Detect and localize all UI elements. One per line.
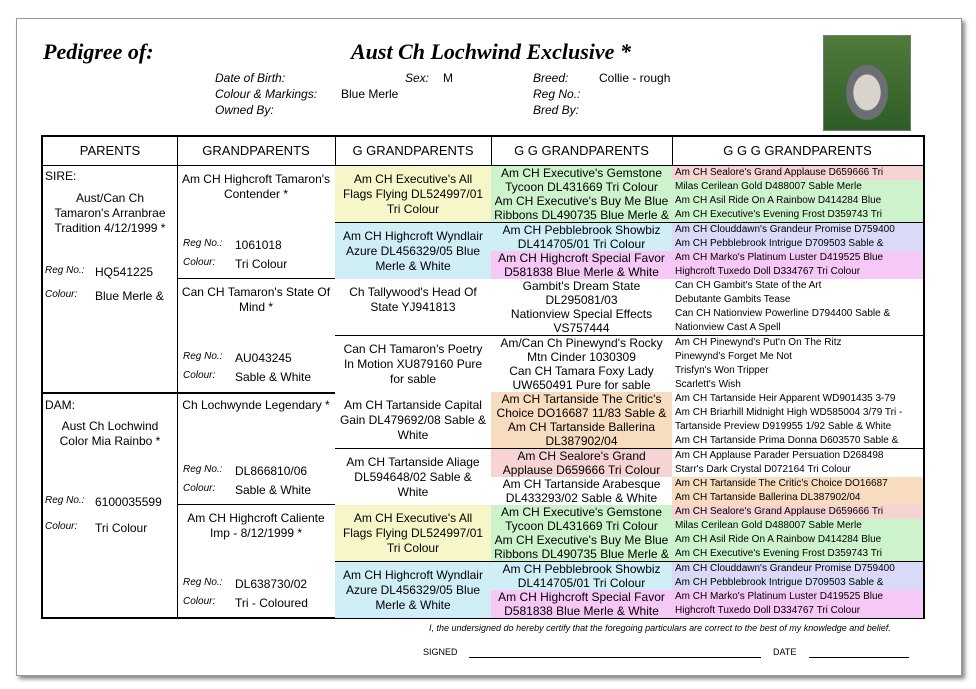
- gg-grandparent-cell: Am CH Highcroft Special Favor D581838 Blue Merle & White: [491, 251, 672, 280]
- ggg-grandparent-cell: Pinewynd's Forget Me Not: [672, 350, 923, 365]
- grandparent-reg: AU043245: [235, 351, 292, 365]
- grandparent-reg-label: Reg No.:: [183, 351, 223, 362]
- grandparent-colour: Tri - Coloured: [235, 596, 308, 610]
- g-grandparent-cell: Am CH Executive's All Flags Flying DL524997/01 Tri Colour: [335, 166, 491, 223]
- grandparent-colour: Sable & White: [235, 483, 312, 497]
- ggg-grandparent-cell: Am CH Marko's Platinum Luster D419525 Blue: [672, 251, 923, 266]
- dam-reg: 6100035599: [95, 495, 162, 509]
- ggg-grandparent-cell: Highcroft Tuxedo Doll D334767 Tri Colour: [672, 265, 923, 280]
- gg-grandparent-cell: Am CH Executive's Buy Me Blue Ribbons DL490735 Blue Merle &: [491, 533, 672, 562]
- sire-label: SIRE:: [45, 169, 77, 183]
- grandparent-colour-label: Colour:: [183, 370, 216, 381]
- gg-grandparent-cell: Am/Can Ch Pinewynd's Rocky Mtn Cinder 1030309: [491, 336, 672, 365]
- ggg-grandparent-cell: Highcroft Tuxedo Doll D334767 Tri Colour: [672, 604, 923, 619]
- gg-grandparent-cell: Am CH Executive's Gemstone Tycoon DL431669 Tri Colour: [491, 166, 672, 195]
- gg-grandparent-cell: Am CH Pebblebrook Showbiz DL414705/01 Tri Colour: [491, 562, 672, 591]
- grandparent-reg: 1061018: [235, 238, 282, 252]
- grandparent-name: Ch Lochwynde Legendary *: [182, 398, 330, 412]
- dam-colour-label: Colour:: [45, 521, 78, 532]
- gg-grandparent-cell: Am CH Tartanside The Critic's Choice DO16687 11/83 Sable &: [491, 392, 672, 421]
- ggg-grandparent-cell: Am CH Clouddawn's Grandeur Promise D759400: [672, 562, 923, 577]
- grandparent-name: Am CH Highcroft Caliente Imp - 8/12/1999 *: [187, 511, 325, 540]
- gg-grandparent-cell: Am CH Pebblebrook Showbiz DL414705/01 Tri Colour: [491, 223, 672, 252]
- grandparent-reg-label: Reg No.:: [183, 238, 223, 249]
- g-grandparent-cell: Am CH Tartanside Aliage DL594648/02 Sable & White: [335, 449, 491, 506]
- grandparent-colour: Tri Colour: [235, 257, 288, 271]
- ggg-grandparent-cell: Am CH Pinewynd's Put'n On The Ritz: [672, 336, 923, 351]
- header-gg-grandparents: G G GRANDPARENTS: [491, 137, 672, 166]
- signed-label: SIGNED: [423, 647, 458, 657]
- dam-reg-label: Reg No.:: [45, 495, 85, 506]
- ggg-grandparent-cell: Tartanside Preview D919955 1/92 Sable & White: [672, 420, 923, 435]
- g-grandparent-cell: Am CH Executive's All Flags Flying DL524997/01 Tri Colour: [335, 505, 491, 562]
- g-grandparent-cell: Ch Tallywood's Head Of State YJ941813: [335, 279, 491, 336]
- signature-line[interactable]: [469, 657, 761, 658]
- ggg-grandparent-cell: Am CH Tartanside The Critic's Choice DO16687: [672, 477, 923, 492]
- ggg-grandparent-cell: Debutante Gambits Tease: [672, 293, 923, 308]
- ggg-grandparent-cell: Milas Cerilean Gold D488007 Sable Merle: [672, 519, 923, 534]
- ggg-grandparent-cell: Am CH Executive's Evening Frost D359743 Tri: [672, 208, 923, 223]
- ggg-grandparent-cell: Am CH Asil Ride On A Rainbow D414284 Blue: [672, 533, 923, 548]
- ggg-grandparent-cell: Am CH Sealore's Grand Applause D659666 Tri: [672, 505, 923, 520]
- gg-grandparent-cell: Am CH Highcroft Special Favor D581838 Blue Merle & White: [491, 590, 672, 619]
- sire-colour-label: Colour:: [45, 289, 78, 300]
- certify-text: I, the undersigned do hereby certify that the foregoing particulars are correct to the best of my knowledge and belief.: [429, 623, 891, 633]
- g-grandparent-cell: Am CH Tartanside Capital Gain DL479692/08 Sable & White: [335, 392, 491, 449]
- sex-value: M: [443, 71, 453, 85]
- pedigree-table: [41, 135, 925, 619]
- ggg-grandparent-cell: Starr's Dark Crystal D072164 Tri Colour: [672, 463, 923, 478]
- colour-label: Colour & Markings:: [215, 87, 318, 101]
- reg-label: Reg No.:: [533, 87, 581, 101]
- dam-name: Aust Ch Lochwind Color Mia Rainbo *: [59, 419, 161, 448]
- owned-label: Owned By:: [215, 103, 274, 117]
- pedigree-title: Pedigree of:: [43, 39, 154, 64]
- ggg-grandparent-cell: Am CH Sealore's Grand Applause D659666 Tri: [672, 166, 923, 181]
- grandparent-reg-label: Reg No.:: [183, 577, 223, 588]
- dob-label: Date of Birth:: [215, 71, 286, 85]
- dog-photo: [823, 35, 911, 131]
- grandparent-colour-label: Colour:: [183, 483, 216, 494]
- grandparent-reg: DL866810/06: [235, 464, 308, 478]
- ggg-grandparent-cell: Can CH Gambit's State of the Art: [672, 279, 923, 294]
- grandparent-name: Can CH Tamaron's State Of Mind *: [181, 285, 331, 314]
- breed-label: Breed:: [533, 71, 569, 85]
- dam-label: DAM:: [45, 398, 75, 412]
- ggg-grandparent-cell: Am CH Tartanside Ballerina DL387902/04: [672, 491, 923, 506]
- ggg-grandparent-cell: Nationview Cast A Spell: [672, 321, 923, 336]
- g-grandparent-cell: Am CH Highcroft Wyndlair Azure DL456329/05 Blue Merle & White: [335, 562, 491, 619]
- ggg-grandparent-cell: Milas Cerilean Gold D488007 Sable Merle: [672, 180, 923, 195]
- gg-grandparent-cell: Am CH Tartanside Ballerina DL387902/04: [491, 420, 672, 449]
- header-grandparents: GRANDPARENTS: [177, 137, 335, 166]
- g-grandparent-cell: Am CH Highcroft Wyndlair Azure DL456329/05 Blue Merle & White: [335, 223, 491, 280]
- breed-value: Collie - rough: [599, 71, 671, 85]
- ggg-grandparent-cell: Am CH Marko's Platinum Luster D419525 Blue: [672, 590, 923, 605]
- gg-grandparent-cell: Am CH Executive's Buy Me Blue Ribbons DL490735 Blue Merle &: [491, 194, 672, 223]
- bred-label: Bred By:: [533, 103, 580, 117]
- date-line[interactable]: [809, 657, 909, 658]
- grandparent-reg-label: Reg No.:: [183, 464, 223, 475]
- ggg-grandparent-cell: Am CH Pebblebrook Intrigue D709503 Sable &: [672, 237, 923, 252]
- dog-name: Aust Ch Lochwind Exclusive *: [351, 39, 631, 64]
- gg-grandparent-cell: Am CH Executive's Gemstone Tycoon DL431669 Tri Colour: [491, 505, 672, 534]
- gg-grandparent-cell: Gambit's Dream State DL295081/03: [491, 279, 672, 308]
- sire-colour: Blue Merle &: [95, 289, 164, 303]
- date-label: DATE: [773, 647, 797, 657]
- header-ggg-grandparents: G G G GRANDPARENTS: [672, 137, 923, 166]
- ggg-grandparent-cell: Am CH Applause Parader Persuation D268498: [672, 449, 923, 464]
- gg-grandparent-cell: Nationview Special Effects VS757444: [491, 307, 672, 336]
- ggg-grandparent-cell: Am CH Executive's Evening Frost D359743 Tri: [672, 547, 923, 562]
- ggg-grandparent-cell: Trisfyn's Won Tripper: [672, 364, 923, 379]
- sex-label: Sex:: [405, 71, 430, 85]
- ggg-grandparent-cell: Can CH Nationview Powerline D794400 Sable &: [672, 307, 923, 322]
- g-grandparent-cell: Can CH Tamaron's Poetry In Motion XU879160 Pure for sable: [335, 336, 491, 393]
- sire-reg: HQ541225: [95, 265, 154, 279]
- sire-reg-label: Reg No.:: [45, 265, 85, 276]
- ggg-grandparent-cell: Am CH Tartanside Heir Apparent WD901435 3-79: [672, 392, 923, 407]
- header-parents: PARENTS: [43, 137, 177, 166]
- ggg-grandparent-cell: Am CH Asil Ride On A Rainbow D414284 Blue: [672, 194, 923, 209]
- grandparent-colour: Sable & White: [235, 370, 312, 384]
- grandparent-colour-label: Colour:: [183, 257, 216, 268]
- sire-name: Aust/Can Ch Tamaron's Arranbrae Tradition 4/12/1999 *: [54, 191, 166, 235]
- grandparent-reg: DL638730/02: [235, 577, 308, 591]
- gg-grandparent-cell: Am CH Sealore's Grand Applause D659666 Tri Colour: [491, 449, 672, 478]
- ggg-grandparent-cell: Am CH Briarhill Midnight High WD585004 3/79 Tri -: [672, 406, 923, 421]
- gg-grandparent-cell: Can CH Tamara Foxy Lady UW650491 Pure for sable: [491, 364, 672, 393]
- grandparent-colour-label: Colour:: [183, 596, 216, 607]
- gg-grandparent-cell: Am CH Tartanside Arabesque DL433293/02 Sable & White: [491, 477, 672, 506]
- header-g-grandparents: G GRANDPARENTS: [335, 137, 491, 166]
- pedigree-sheet: [16, 18, 962, 676]
- dam-colour: Tri Colour: [95, 521, 148, 535]
- ggg-grandparent-cell: Am CH Clouddawn's Grandeur Promise D759400: [672, 223, 923, 238]
- ggg-grandparent-cell: Am CH Pebblebrook Intrigue D709503 Sable &: [672, 576, 923, 591]
- colour-value: Blue Merle: [341, 87, 399, 101]
- ggg-grandparent-cell: Am CH Tartanside Prima Donna D603570 Sable &: [672, 434, 923, 449]
- ggg-grandparent-cell: Scarlett's Wish: [672, 378, 923, 393]
- grandparent-name: Am CH Highcroft Tamaron's Contender *: [181, 172, 331, 201]
